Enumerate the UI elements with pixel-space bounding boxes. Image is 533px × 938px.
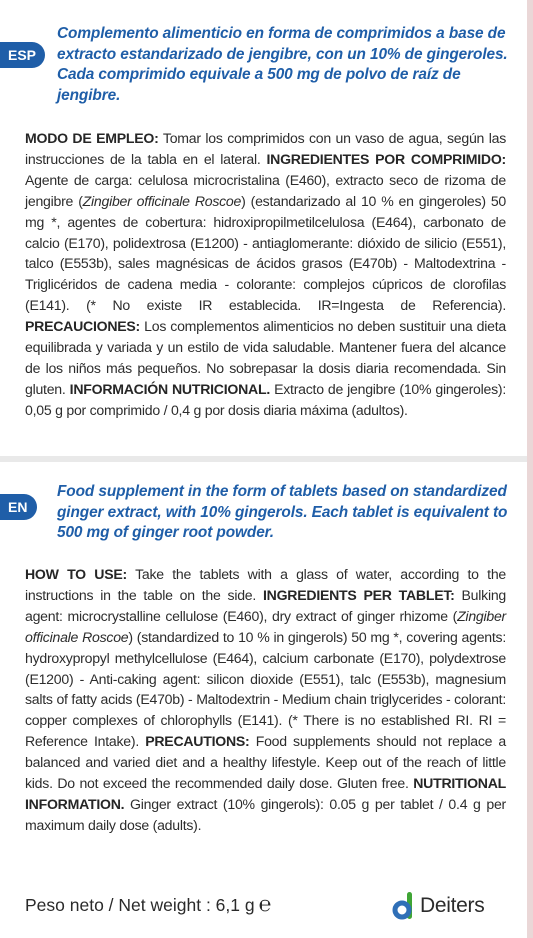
deiters-logo-icon	[390, 891, 418, 921]
ingredients-label: INGREDIENTES POR COMPRIMIDO:	[266, 150, 506, 167]
precautions-label: PRECAUCIONES:	[25, 318, 140, 335]
precautions-text: Los complementos alimenticios no deben sustituir una dieta equilibrada y variada y un estilo de vida saludable. Mantener fuera del alcance de los niños más pequeños. No sobrepasar la dosis diaria recomendada. Sin gluten.	[25, 318, 506, 397]
ingredients-text-continued: ) (estandarizado al 10 % en gingeroles) 50 mg *, agentes de cobertura: hidroxipropilmetilcelulosa (E464), carbonato de calcio (E170), polidextrosa (E1200) - antiaglomerante: dióxido de silicio (E551), talco (E553b), sales magnésicas de ácidos grasos (E470b) - Maltodextrina - Triglicéridos de cadena media - colorante: complejos cúpricos de clorofilas (E141). (* No existe IR establecida. IR=Ingesta de Referencia).	[25, 192, 506, 314]
spanish-section	[0, 0, 533, 456]
english-body-text	[25, 564, 506, 836]
english-section	[0, 462, 533, 862]
nutrition-text: Extracto de jengibre (10% gingeroles): 0,05 g por comprimido / 0,4 g por dosis diaria máxima (adultos).	[25, 380, 506, 418]
ingredients-label: INGREDIENTS PER TABLET:	[263, 586, 455, 603]
estimated-sign-icon: ℮	[258, 893, 272, 916]
deiters-logo	[390, 889, 520, 923]
use-label: MODO DE EMPLEO:	[25, 130, 159, 146]
net-weight-text	[25, 893, 271, 917]
ingredients-species: Zingiber officinale Roscoe	[25, 607, 506, 645]
use-label: HOW TO USE:	[25, 566, 127, 582]
use-text: Take the tablets with a glass of water, according to the instructions in the table on the side.	[25, 566, 506, 603]
spanish-body-text	[25, 128, 506, 421]
ingredients-text: Bulking agent: microcrystalline cellulose (E460), dry extract of ginger rhizome (	[25, 586, 507, 624]
spanish-headline: Complemento alimenticio en forma de comprimidos a base de extracto estandarizado de jengibre, con un 10% de gingeroles. Cada comprimido equivale a 500 mg de polvo de raíz de jengibre.	[57, 25, 508, 104]
precautions-text: Food supplements should not replace a balanced and varied diet and a healthy lifestyle. Keep out of the reach of little kids. Do not exceed the recommended daily dose. Gluten free.	[25, 733, 507, 792]
language-badge-esp: ESP	[0, 42, 45, 68]
language-badge-en: EN	[0, 494, 37, 520]
use-text: Tomar los comprimidos con un vaso de agua, según las instrucciones de la tabla en el lateral.	[25, 130, 506, 167]
english-headline: Food supplement in the form of tablets based on standardized ginger extract, with 10% gingerols. Each tablet is equivalent to 500 mg of ginger root powder.	[57, 483, 508, 541]
ingredients-text-continued: ) (standardized to 10 % in gingerols) 50 mg *, covering agents: hydroxypropyl methylcellulose (E464), calcium carbonate (E170), polydextrose (E1200) - Anti-caking agent: silicon dioxide (E551), talc (E553b), magnesium salts of fatty acids (E470b) - Maltodextrin - Medium chain triglycerides - colorant: copper complexes of chlorophylls (E141). (* There is no established RI. RI = Reference Intake).	[25, 628, 507, 750]
brand-name: Deiters	[420, 894, 485, 917]
precautions-label: PRECAUTIONS:	[145, 733, 250, 750]
ingredients-species: Zingiber officinale Roscoe	[82, 192, 242, 209]
footer	[0, 885, 527, 938]
nutrition-label: NUTRITIONAL INFORMATION.	[25, 775, 506, 812]
nutrition-label: INFORMACIÓN NUTRICIONAL.	[69, 380, 270, 397]
ingredients-text: Agente de carga: celulosa microcristalina (E460), extracto seco de rizoma de jengibre (	[25, 171, 506, 209]
net-weight-label: Peso neto / Net weight : 6,1 g	[25, 895, 255, 915]
nutrition-text: Ginger extract (10% gingerols): 0.05 g per tablet / 0.4 g per maximum daily dose (adults).	[25, 795, 506, 833]
